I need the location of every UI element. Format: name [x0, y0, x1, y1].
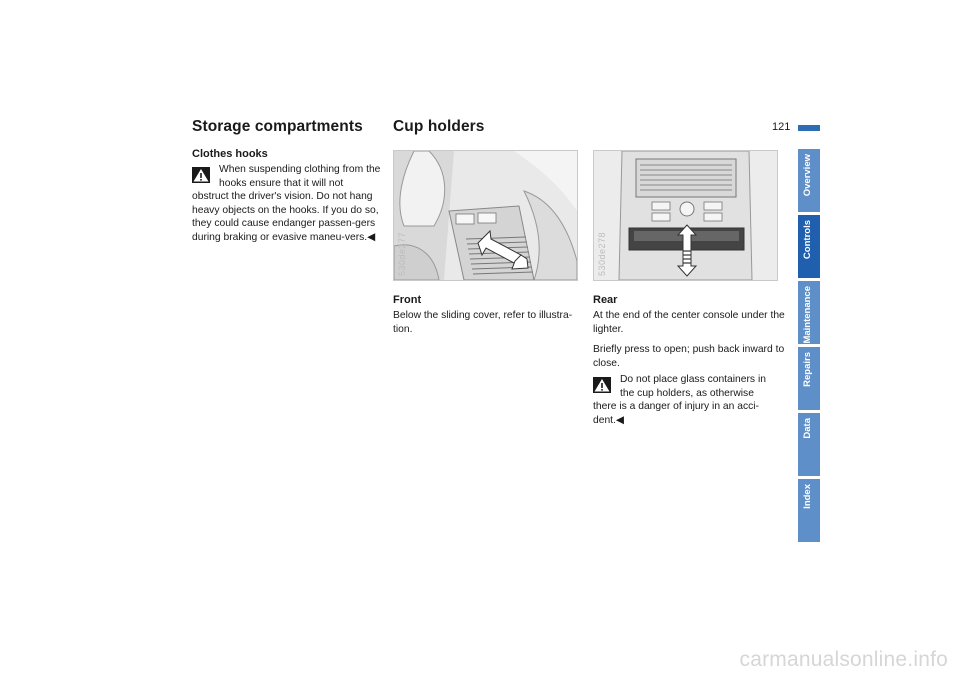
tab-data-label: Data	[802, 418, 813, 439]
tab-index-label: Index	[802, 484, 813, 509]
page-marker-bar	[798, 125, 820, 131]
subheading-rear: Rear	[593, 294, 618, 306]
figure-front-cup-holder	[393, 150, 578, 281]
section-title-storage: Storage compartments	[192, 118, 363, 135]
footer-watermark: carmanualsonline.info	[739, 648, 948, 671]
tab-overview-label: Overview	[802, 154, 813, 197]
tab-index[interactable]	[798, 479, 820, 542]
page-number: 121	[772, 121, 791, 133]
figure-rear-cup-holder	[593, 150, 778, 281]
figure-code-rear: 530de278	[597, 231, 607, 276]
tab-data[interactable]	[798, 413, 820, 476]
tab-repairs[interactable]	[798, 347, 820, 410]
figure-code-front: 530de277	[397, 231, 407, 276]
warning-triangle-icon	[593, 377, 611, 393]
warning-glass-rest: there is a danger of injury in an acci-dent.◀	[593, 401, 759, 426]
warning-clothes-hooks-rest: obstruct the driver's vision. Do not hang heavy objects on the hooks. If you do so, they could cause endanger passen-gers during braking or evasive maneu-vers.◀	[192, 191, 379, 243]
tab-repairs-label: Repairs	[802, 352, 813, 387]
text-rear	[593, 309, 786, 377]
subheading-front: Front	[393, 294, 422, 306]
warning-glass-first: Do not place glass containers in the cup holders, as otherwise	[620, 374, 766, 399]
rear-cup-holder-illustration	[594, 151, 777, 280]
section-tabs	[798, 149, 820, 545]
warning-triangle-icon	[192, 167, 210, 183]
warning-clothes-hooks	[192, 163, 382, 245]
section-title-cup-holders: Cup holders	[393, 118, 485, 135]
tab-maintenance[interactable]	[798, 281, 820, 344]
tab-overview[interactable]	[798, 149, 820, 212]
warning-clothes-hooks-first: When suspending clothing from the hooks ensure that it will not	[219, 164, 381, 189]
tab-controls[interactable]	[798, 215, 820, 278]
subheading-clothes-hooks: Clothes hooks	[192, 148, 268, 160]
tab-controls-label: Controls	[802, 220, 813, 260]
front-cup-holder-illustration	[394, 151, 577, 280]
text-rear-para2: Briefly press to open; push back inward to close.	[593, 344, 785, 369]
warning-glass-containers	[593, 373, 783, 427]
text-front: Below the sliding cover, refer to illustra-tion.	[393, 310, 573, 335]
tab-maintenance-label: Maintenance	[802, 286, 813, 344]
text-rear-para1: At the end of the center console under the lighter.	[593, 310, 785, 335]
